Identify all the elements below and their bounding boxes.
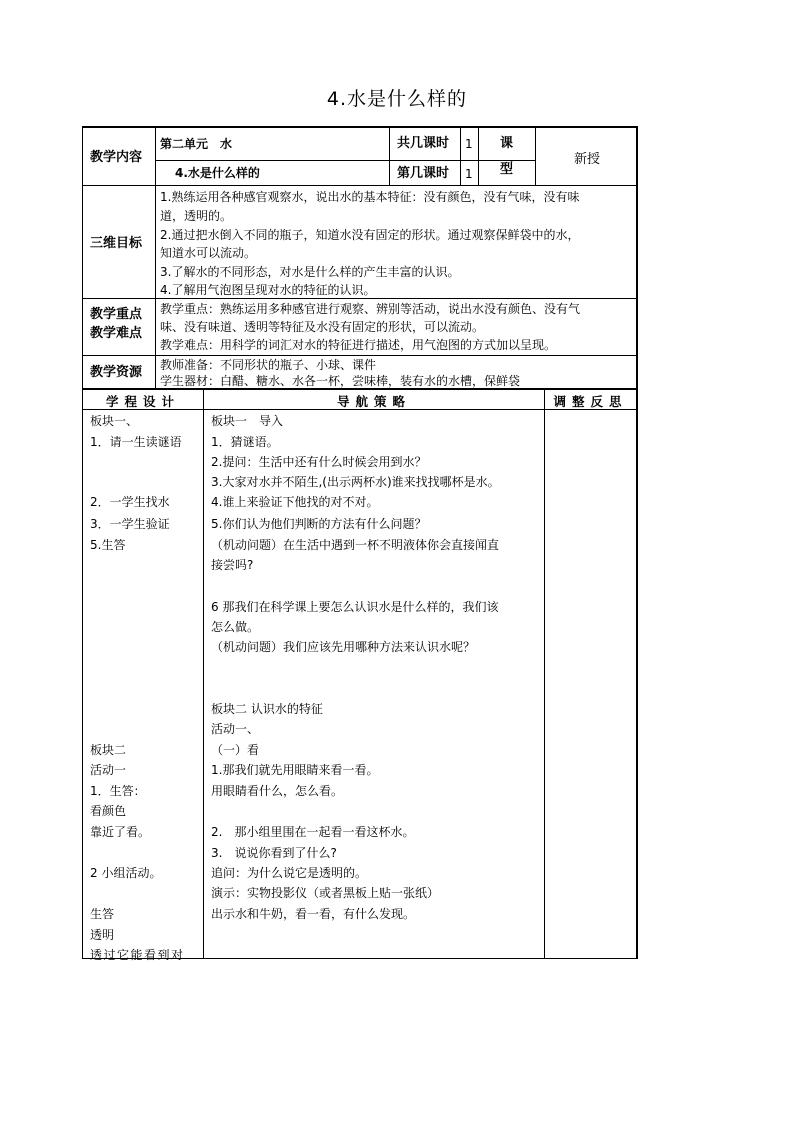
learning-line: 活动一 bbox=[90, 763, 127, 777]
guide-line: （机动问题）我们应该先用哪种方法来认识水呢？ bbox=[211, 640, 476, 654]
key-point-line: 教学重点：熟练运用多种感官进行观察、辨别等活动，说出水没有颜色、没有气 bbox=[160, 302, 581, 316]
guide-line: 6 那我们在科学课上要怎么认识水是什么样的，我们该 bbox=[211, 600, 499, 614]
column-header-learning: 学程设计 bbox=[105, 394, 180, 409]
guide-line: 板块二 认识水的特征 bbox=[211, 702, 323, 716]
resources-label: 教学资源 bbox=[90, 365, 143, 380]
guide-line: （机动问题）在生活中遇到一杯不明液体你会直接闻直 bbox=[211, 538, 500, 552]
learning-line: 透明 bbox=[90, 928, 115, 942]
goal-line: 3.了解水的不同形态，对水是什么样的产生丰富的认识。 bbox=[160, 265, 460, 279]
goal-line: 1.熟练运用各种感官观察水，说出水的基本特征：没有颜色，没有气味，没有味 bbox=[160, 190, 580, 204]
guide-line: 用眼睛看什么，怎么看。 bbox=[211, 784, 344, 798]
guide-line: （一）看 bbox=[211, 743, 260, 757]
guide-line: 出示水和牛奶，看一看，有什么发现。 bbox=[211, 907, 416, 921]
goals-label: 三维目标 bbox=[90, 236, 143, 251]
difficult-points-label: 教学难点 bbox=[90, 326, 143, 341]
learning-line: 板块一、 bbox=[90, 414, 139, 428]
goal-line: 2.通过把水倒入不同的瓶子，知道水没有固定的形状。通过观察保鲜袋中的水， bbox=[160, 228, 580, 242]
page-title: 4.水是什么样的 bbox=[326, 88, 468, 110]
lesson-type-value: 新授 bbox=[574, 152, 601, 167]
column-header-guide: 导航策略 bbox=[336, 394, 411, 409]
guide-line: 5.你们认为他们判断的方法有什么问题？ bbox=[211, 517, 427, 531]
learning-line: 靠近了看。 bbox=[90, 825, 151, 839]
key-points-label: 教学重点 bbox=[90, 307, 143, 322]
period-number-label: 第几课时 bbox=[397, 166, 450, 181]
key-point-line: 味、没有味道、透明等特征及水没有固定的形状，可以流动。 bbox=[160, 320, 485, 334]
learning-line: 1．生答： bbox=[90, 784, 146, 798]
guide-line: 3.大家对水并不陌生,(出示两杯水)谁来找找哪杯是水。 bbox=[211, 475, 500, 489]
total-periods-label: 共几课时 bbox=[397, 136, 450, 151]
learning-line: 5.生答 bbox=[90, 538, 126, 552]
learning-line: 看颜色 bbox=[90, 804, 127, 818]
guide-line: 2. 那小组里围在一起看一看这杯水。 bbox=[211, 825, 415, 839]
learning-line: 2．一学生找水 bbox=[90, 495, 170, 509]
guide-line: 2.提问：生活中还有什么时候会用到水？ bbox=[211, 455, 427, 469]
guide-line: 活动一、 bbox=[211, 722, 260, 736]
guide-line: 演示：实物投影仪（或者黑板上贴一张纸） bbox=[211, 886, 440, 900]
learning-line: 板块二 bbox=[90, 743, 127, 757]
learning-line: 2 小组活动。 bbox=[90, 866, 162, 880]
guide-line: 4.谁上来验证下他找的对不对。 bbox=[211, 495, 379, 509]
learning-line: 3．一学生验证 bbox=[90, 517, 170, 531]
period-number-value: 1 bbox=[465, 167, 473, 181]
resource-line: 学生器材：白醋、糖水、水各一杯，尝味棒，装有水的水槽，保鲜袋 bbox=[160, 374, 521, 388]
column-header-reflection: 调整反思 bbox=[553, 394, 628, 409]
guide-line: 板块一 导入 bbox=[211, 414, 284, 428]
lesson-name: 4.水是什么样的 bbox=[175, 166, 260, 180]
guide-line: 3. 说说你看到了什么? bbox=[211, 846, 337, 860]
guide-line: 1．猜谜语。 bbox=[211, 435, 279, 449]
guide-line: 接尝吗? bbox=[211, 558, 254, 572]
learning-line: 生答 bbox=[90, 907, 115, 921]
resource-line: 教师准备：不同形状的瓶子、小球、课件 bbox=[160, 358, 377, 372]
goal-line: 4.了解用气泡图呈现对水的特征的认识。 bbox=[160, 283, 376, 297]
guide-line: 怎么做。 bbox=[211, 620, 260, 634]
content-label: 教学内容 bbox=[90, 150, 143, 165]
guide-line: 追问：为什么说它是透明的。 bbox=[211, 866, 368, 880]
learning-line: 1．请一生读谜语 bbox=[90, 435, 182, 449]
learning-line: 透过它能看到对 bbox=[90, 948, 185, 962]
goal-line: 道，透明的。 bbox=[160, 209, 233, 223]
lesson-type-label-2: 型 bbox=[500, 162, 514, 177]
guide-line: 1.那我们就先用眼睛来看一看。 bbox=[211, 763, 379, 777]
key-point-line: 教学难点：用科学的词汇对水的特征进行描述，用气泡图的方式加以呈现。 bbox=[160, 338, 557, 352]
unit-name: 第二单元 水 bbox=[160, 137, 233, 151]
goal-line: 知道水可以流动。 bbox=[160, 246, 257, 260]
lesson-type-label: 课 bbox=[500, 136, 514, 151]
total-periods-value: 1 bbox=[465, 137, 473, 151]
